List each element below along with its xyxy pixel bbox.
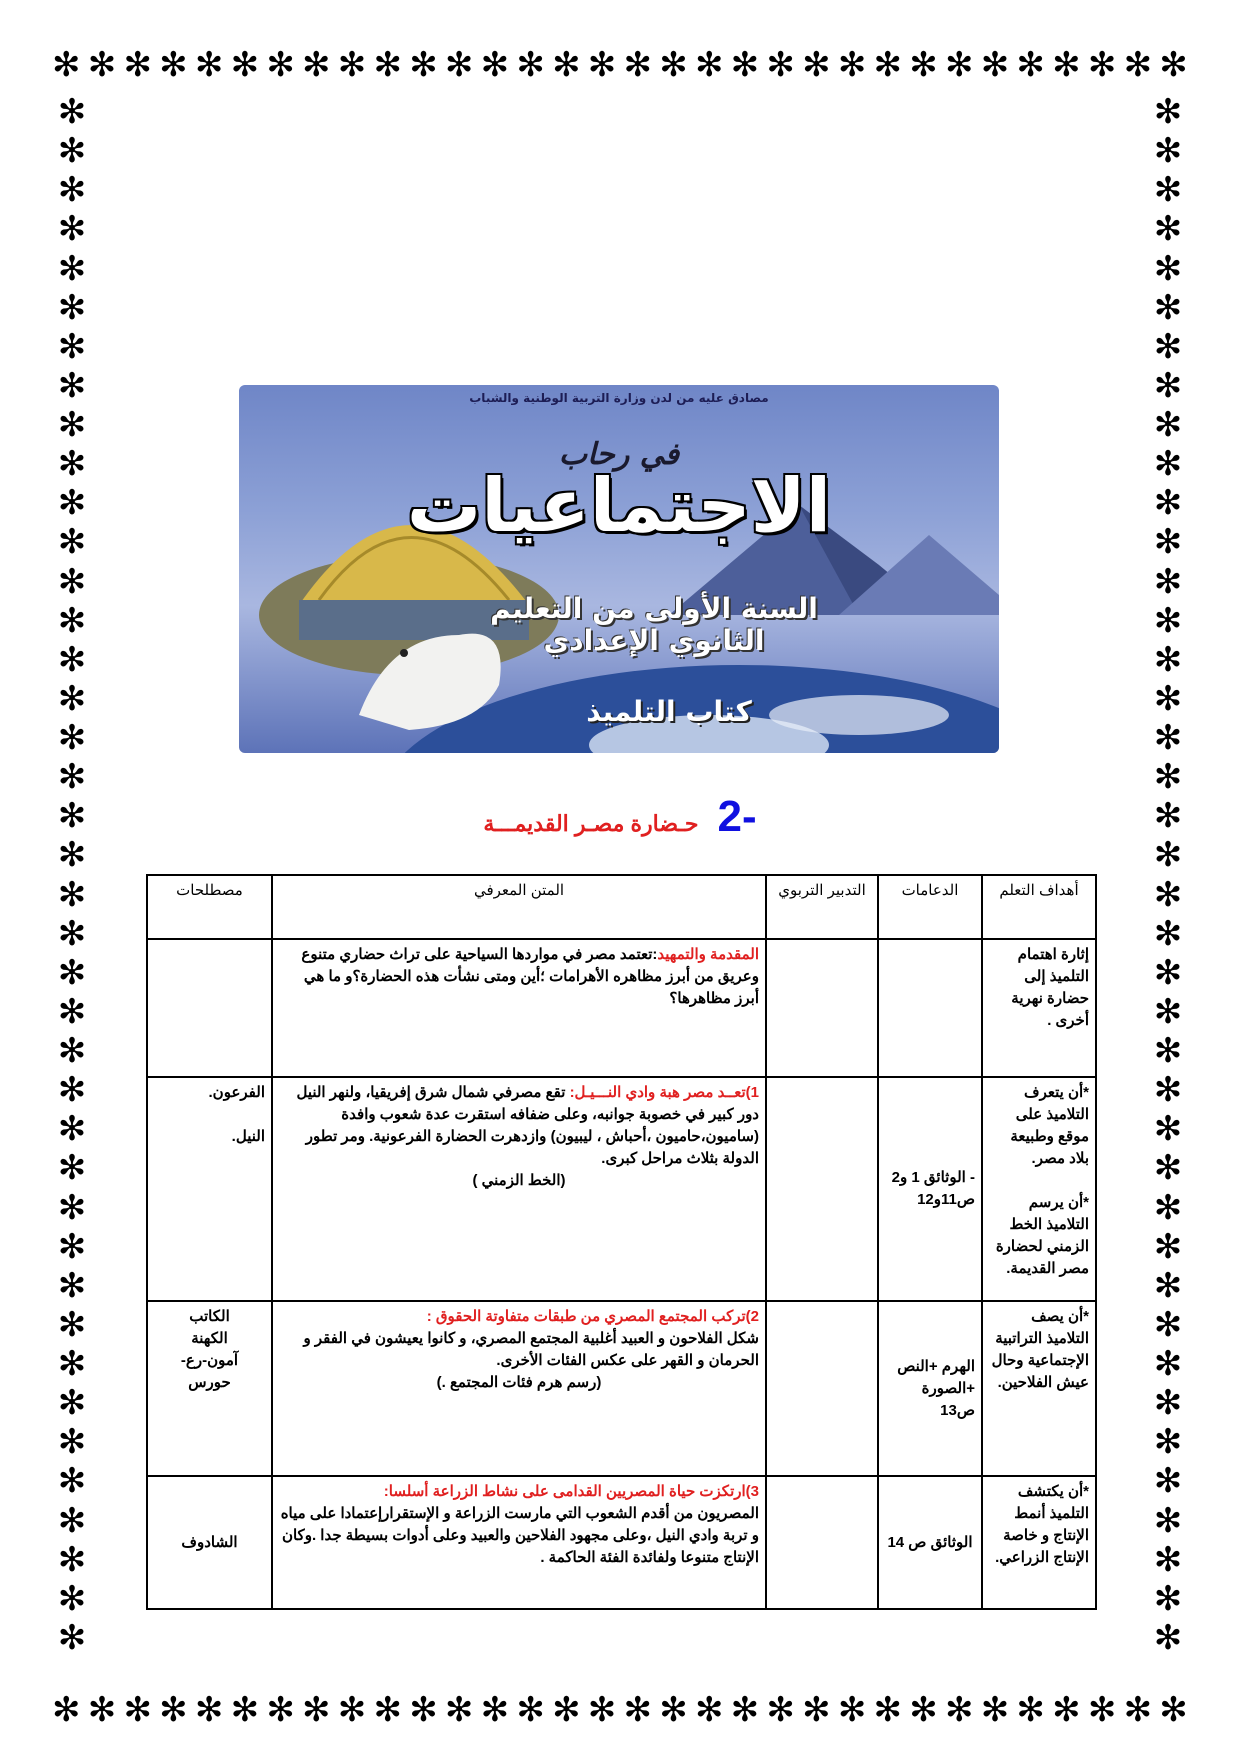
asterisk-icon: ✻ (57, 1383, 87, 1424)
asterisk-icon: ✻ (52, 45, 81, 85)
asterisk-icon: ✻ (57, 1344, 87, 1384)
table-header-row (147, 875, 1096, 939)
asterisk-icon: ✻ (480, 1690, 510, 1730)
content-title: 1)تعــد مصر هبة وادي النـــيـل: (569, 1084, 759, 1101)
asterisk-icon: ✻ (1153, 600, 1183, 641)
cell-supports: الوثائق ص 14 (878, 1476, 982, 1609)
asterisk-icon: ✻ (873, 1690, 903, 1730)
cell-management (766, 1476, 878, 1609)
cell-terms: الفرعون. النيل. (147, 1077, 272, 1301)
asterisk-icon: ✻ (1123, 1690, 1153, 1730)
asterisk-icon: ✻ (159, 1690, 188, 1730)
asterisk-icon: ✻ (57, 444, 87, 485)
asterisk-icon: ✻ (730, 1690, 760, 1730)
asterisk-icon: ✻ (266, 1690, 295, 1730)
asterisk-icon: ✻ (1153, 1461, 1183, 1502)
table-row (147, 939, 1096, 1077)
asterisk-icon: ✻ (802, 45, 831, 85)
asterisk-icon: ✻ (123, 1690, 152, 1730)
asterisk-icon: ✻ (57, 365, 87, 406)
table-row (147, 1077, 1096, 1301)
asterisk-icon: ✻ (444, 45, 474, 85)
asterisk-icon: ✻ (57, 1578, 87, 1619)
asterisk-icon: ✻ (1153, 718, 1183, 758)
asterisk-icon: ✻ (57, 600, 87, 641)
cell-content (272, 939, 766, 1077)
asterisk-icon: ✻ (1052, 1690, 1081, 1730)
header-supports: الدعامات (878, 875, 982, 939)
asterisk-icon: ✻ (266, 45, 295, 85)
asterisk-icon: ✻ (57, 522, 87, 563)
cell-management (766, 939, 878, 1077)
asterisk-icon: ✻ (337, 45, 367, 85)
asterisk-icon: ✻ (1153, 287, 1183, 328)
asterisk-icon: ✻ (57, 1265, 87, 1306)
cell-supports (878, 939, 982, 1077)
asterisk-icon: ✻ (57, 1617, 87, 1658)
asterisk-icon: ✻ (766, 1690, 795, 1730)
asterisk-icon: ✻ (57, 991, 87, 1032)
asterisk-icon: ✻ (980, 45, 1010, 85)
asterisk-icon: ✻ (1153, 991, 1183, 1032)
asterisk-icon: ✻ (1159, 1690, 1188, 1730)
asterisk-icon: ✻ (123, 45, 152, 85)
asterisk-icon: ✻ (1153, 522, 1183, 563)
cover-publisher-note: مصادق عليه من لدن وزارة التربية الوطنية والشباب (469, 391, 769, 405)
cell-supports: - الوثائق 1 و2 ص11و12 (878, 1077, 982, 1301)
cell-terms: الكاتب الكهنة آمون-رع- حورس (147, 1301, 272, 1476)
asterisk-icon: ✻ (516, 45, 545, 85)
asterisk-icon: ✻ (873, 45, 903, 85)
asterisk-icon: ✻ (1153, 1148, 1183, 1189)
asterisk-icon: ✻ (1153, 1617, 1183, 1658)
asterisk-icon: ✻ (337, 1690, 367, 1730)
content-title: المقدمة والتمهيد (657, 946, 759, 963)
asterisk-icon: ✻ (57, 757, 87, 798)
asterisk-icon: ✻ (1087, 45, 1117, 85)
lesson-number: 2- (717, 792, 757, 841)
cell-terms (147, 939, 272, 1077)
header-management: التدبير التربوي (766, 875, 878, 939)
asterisk-icon: ✻ (552, 45, 581, 85)
asterisk-icon: ✻ (57, 209, 87, 250)
asterisk-icon: ✻ (623, 1690, 652, 1730)
asterisk-icon: ✻ (57, 1539, 87, 1580)
asterisk-icon: ✻ (1153, 1383, 1183, 1424)
asterisk-icon: ✻ (57, 483, 87, 524)
asterisk-icon: ✻ (730, 45, 760, 85)
asterisk-icon: ✻ (1153, 1304, 1183, 1345)
asterisk-icon: ✻ (57, 92, 87, 132)
asterisk-icon: ✻ (57, 131, 87, 172)
asterisk-icon: ✻ (57, 1148, 87, 1189)
content-title: 2)تركب المجتمع المصري من طبقات متفاوتة الحقوق : (426, 1308, 759, 1325)
cell-objective: *أن يتعرف التلاميذ على موقع وطبيعة بلاد مصر. *أن يرسم التلاميذ الخط الزمني لحضارة مصر القديمة. (982, 1077, 1096, 1301)
book-cover-image (239, 385, 999, 753)
lesson-table (146, 874, 1097, 1610)
asterisk-icon: ✻ (623, 45, 652, 85)
asterisk-icon: ✻ (1153, 1539, 1183, 1580)
content-body: شكل الفلاحون و العبيد أغلبية المجتمع المصري، و كانوا يعيشون في الفقر و الحرمان و القهر على عكس الفئات الأخرى. (303, 1330, 759, 1369)
asterisk-icon: ✻ (1153, 1187, 1183, 1228)
asterisk-icon: ✻ (1153, 757, 1183, 798)
asterisk-icon: ✻ (57, 796, 87, 837)
asterisk-icon: ✻ (87, 1690, 117, 1730)
asterisk-icon: ✻ (1153, 1109, 1183, 1150)
asterisk-icon: ✻ (57, 913, 87, 954)
asterisk-icon: ✻ (302, 45, 331, 85)
asterisk-icon: ✻ (57, 874, 87, 915)
cell-management (766, 1301, 878, 1476)
content-body: :تعتمد مصر في مواردها السياحية على تراث حضاري متنوع وعريق من أبرز مظاهره الأهرامات ؛أين ومتى نشأت هذه الحضارة؟و ما هي أبرز مظاهرها؟ (301, 946, 759, 1007)
asterisk-icon: ✻ (1153, 835, 1183, 876)
asterisk-icon: ✻ (409, 45, 438, 85)
asterisk-icon: ✻ (409, 1690, 438, 1730)
asterisk-icon: ✻ (1153, 874, 1183, 915)
header-terms: مصطلحات (147, 875, 272, 939)
asterisk-icon: ✻ (1159, 45, 1188, 85)
asterisk-icon: ✻ (230, 45, 260, 85)
asterisk-icon: ✻ (837, 1690, 867, 1730)
asterisk-icon: ✻ (57, 1461, 87, 1502)
asterisk-icon: ✻ (57, 835, 87, 876)
content-note: (الخط الزمني ) (472, 1172, 566, 1189)
asterisk-icon: ✻ (480, 45, 510, 85)
asterisk-icon: ✻ (159, 45, 188, 85)
asterisk-icon: ✻ (57, 639, 87, 680)
asterisk-icon: ✻ (909, 1690, 938, 1730)
asterisk-icon: ✻ (373, 1690, 402, 1730)
border-right (1148, 92, 1188, 1658)
asterisk-icon: ✻ (516, 1690, 545, 1730)
asterisk-icon: ✻ (1153, 678, 1183, 719)
asterisk-icon: ✻ (57, 1109, 87, 1150)
cell-content (272, 1476, 766, 1609)
asterisk-icon: ✻ (980, 1690, 1010, 1730)
cover-series: في رحاب (558, 437, 680, 472)
asterisk-icon: ✻ (57, 1422, 87, 1463)
asterisk-icon: ✻ (57, 248, 87, 289)
asterisk-icon: ✻ (1153, 248, 1183, 289)
asterisk-icon: ✻ (587, 1690, 617, 1730)
asterisk-icon: ✻ (230, 1690, 260, 1730)
asterisk-icon: ✻ (444, 1690, 474, 1730)
asterisk-icon: ✻ (1123, 45, 1153, 85)
asterisk-icon: ✻ (659, 1690, 688, 1730)
asterisk-icon: ✻ (1016, 45, 1045, 85)
table-row (147, 1301, 1096, 1476)
asterisk-icon: ✻ (1153, 796, 1183, 837)
asterisk-icon: ✻ (1087, 1690, 1117, 1730)
asterisk-icon: ✻ (1052, 45, 1081, 85)
cell-content (272, 1077, 766, 1301)
cover-book-label: كتاب التلميذ (586, 695, 752, 728)
asterisk-icon: ✻ (1153, 209, 1183, 250)
asterisk-icon: ✻ (1153, 1578, 1183, 1619)
border-top (52, 45, 1188, 85)
asterisk-icon: ✻ (57, 1500, 87, 1541)
content-note: (رسم هرم فئات المجتمع .) (436, 1374, 602, 1391)
cell-supports: الهرم +النص +الصورة ص13 (878, 1301, 982, 1476)
asterisk-icon: ✻ (766, 45, 795, 85)
cover-title: الاجتماعيات (406, 463, 832, 549)
border-left (52, 92, 92, 1658)
header-content: المتن المعرفي (272, 875, 766, 939)
lesson-heading (420, 792, 820, 842)
cell-objective: *أن يكتشف التلميذ أنمط الإنتاج و خاصة الإنتاج الزراعي. (982, 1476, 1096, 1609)
asterisk-icon: ✻ (57, 170, 87, 211)
asterisk-icon: ✻ (57, 1304, 87, 1345)
asterisk-icon: ✻ (194, 1690, 224, 1730)
table-row (147, 1476, 1096, 1609)
asterisk-icon: ✻ (1153, 444, 1183, 485)
asterisk-icon: ✻ (1153, 1500, 1183, 1541)
asterisk-icon: ✻ (57, 952, 87, 993)
asterisk-icon: ✻ (57, 1226, 87, 1267)
asterisk-icon: ✻ (1153, 405, 1183, 445)
asterisk-icon: ✻ (837, 45, 867, 85)
asterisk-icon: ✻ (587, 45, 617, 85)
asterisk-icon: ✻ (1153, 365, 1183, 406)
asterisk-icon: ✻ (1153, 483, 1183, 524)
asterisk-icon: ✻ (1153, 639, 1183, 680)
asterisk-icon: ✻ (1153, 1226, 1183, 1267)
asterisk-icon: ✻ (1016, 1690, 1045, 1730)
asterisk-icon: ✻ (1153, 1031, 1183, 1071)
asterisk-icon: ✻ (57, 1070, 87, 1111)
asterisk-icon: ✻ (57, 287, 87, 328)
asterisk-icon: ✻ (302, 1690, 331, 1730)
lesson-title: حـضارة مصـر القديمـــة (483, 811, 699, 836)
asterisk-icon: ✻ (1153, 561, 1183, 602)
asterisk-icon: ✻ (694, 45, 724, 85)
asterisk-icon: ✻ (373, 45, 402, 85)
asterisk-icon: ✻ (57, 561, 87, 602)
content-body: تقع مصرفي شمال شرق إفريقيا، ولنهر النيل دور كبير في خصوبة جوانبه، وعلى ضفافه استقرت عدة شعوب وافدة (ساميون،حاميون ،أحباش ، ليبيون) وازدهرت الحضارة الفرعونية. ومر تطور الدولة بثلاث مراحل كبرى. (296, 1084, 759, 1167)
cell-objective: *أن يصف التلاميذ التراتبية الإجتماعية وحال عيش الفلاحين. (982, 1301, 1096, 1476)
cell-management (766, 1077, 878, 1301)
asterisk-icon: ✻ (1153, 1265, 1183, 1306)
asterisk-icon: ✻ (57, 405, 87, 445)
asterisk-icon: ✻ (1153, 1070, 1183, 1111)
asterisk-icon: ✻ (1153, 1422, 1183, 1463)
asterisk-icon: ✻ (1153, 1344, 1183, 1384)
asterisk-icon: ✻ (1153, 131, 1183, 172)
asterisk-icon: ✻ (87, 45, 117, 85)
asterisk-icon: ✻ (802, 1690, 831, 1730)
asterisk-icon: ✻ (57, 326, 87, 367)
asterisk-icon: ✻ (944, 45, 974, 85)
content-body: المصريون من أقدم الشعوب التي مارست الزراعة و الإستقرارإعتمادا على مياه و تربة وادي النيل ،وعلى مجهود الفلاحين والعبيد وعلى أدوات بسيطة جدا .وكان الإنتاج متنوعا ولفائدة الفئة الحاكمة . (280, 1505, 759, 1566)
cover-level: السنة الأولى من التعليم الثانوي الإعدادي (490, 592, 818, 657)
content-title: 3)ارتكزت حياة المصريين القدامى على نشاط الزراعة أسلسا: (383, 1483, 759, 1500)
asterisk-icon: ✻ (1153, 92, 1183, 132)
asterisk-icon: ✻ (1153, 326, 1183, 367)
asterisk-icon: ✻ (944, 1690, 974, 1730)
asterisk-icon: ✻ (694, 1690, 724, 1730)
cell-content (272, 1301, 766, 1476)
header-objectives: أهداف التعلم (982, 875, 1096, 939)
border-bottom (52, 1690, 1188, 1730)
asterisk-icon: ✻ (57, 1187, 87, 1228)
asterisk-icon: ✻ (909, 45, 938, 85)
asterisk-icon: ✻ (52, 1690, 81, 1730)
asterisk-icon: ✻ (57, 718, 87, 758)
cell-terms: الشادوف (147, 1476, 272, 1609)
cell-objective: إثارة اهتمام التلميذ إلى حضارة نهرية أخرى . (982, 939, 1096, 1077)
asterisk-icon: ✻ (1153, 913, 1183, 954)
asterisk-icon: ✻ (57, 678, 87, 719)
asterisk-icon: ✻ (659, 45, 688, 85)
asterisk-icon: ✻ (1153, 952, 1183, 993)
asterisk-icon: ✻ (552, 1690, 581, 1730)
asterisk-icon: ✻ (1153, 170, 1183, 211)
asterisk-icon: ✻ (57, 1031, 87, 1071)
asterisk-icon: ✻ (194, 45, 224, 85)
